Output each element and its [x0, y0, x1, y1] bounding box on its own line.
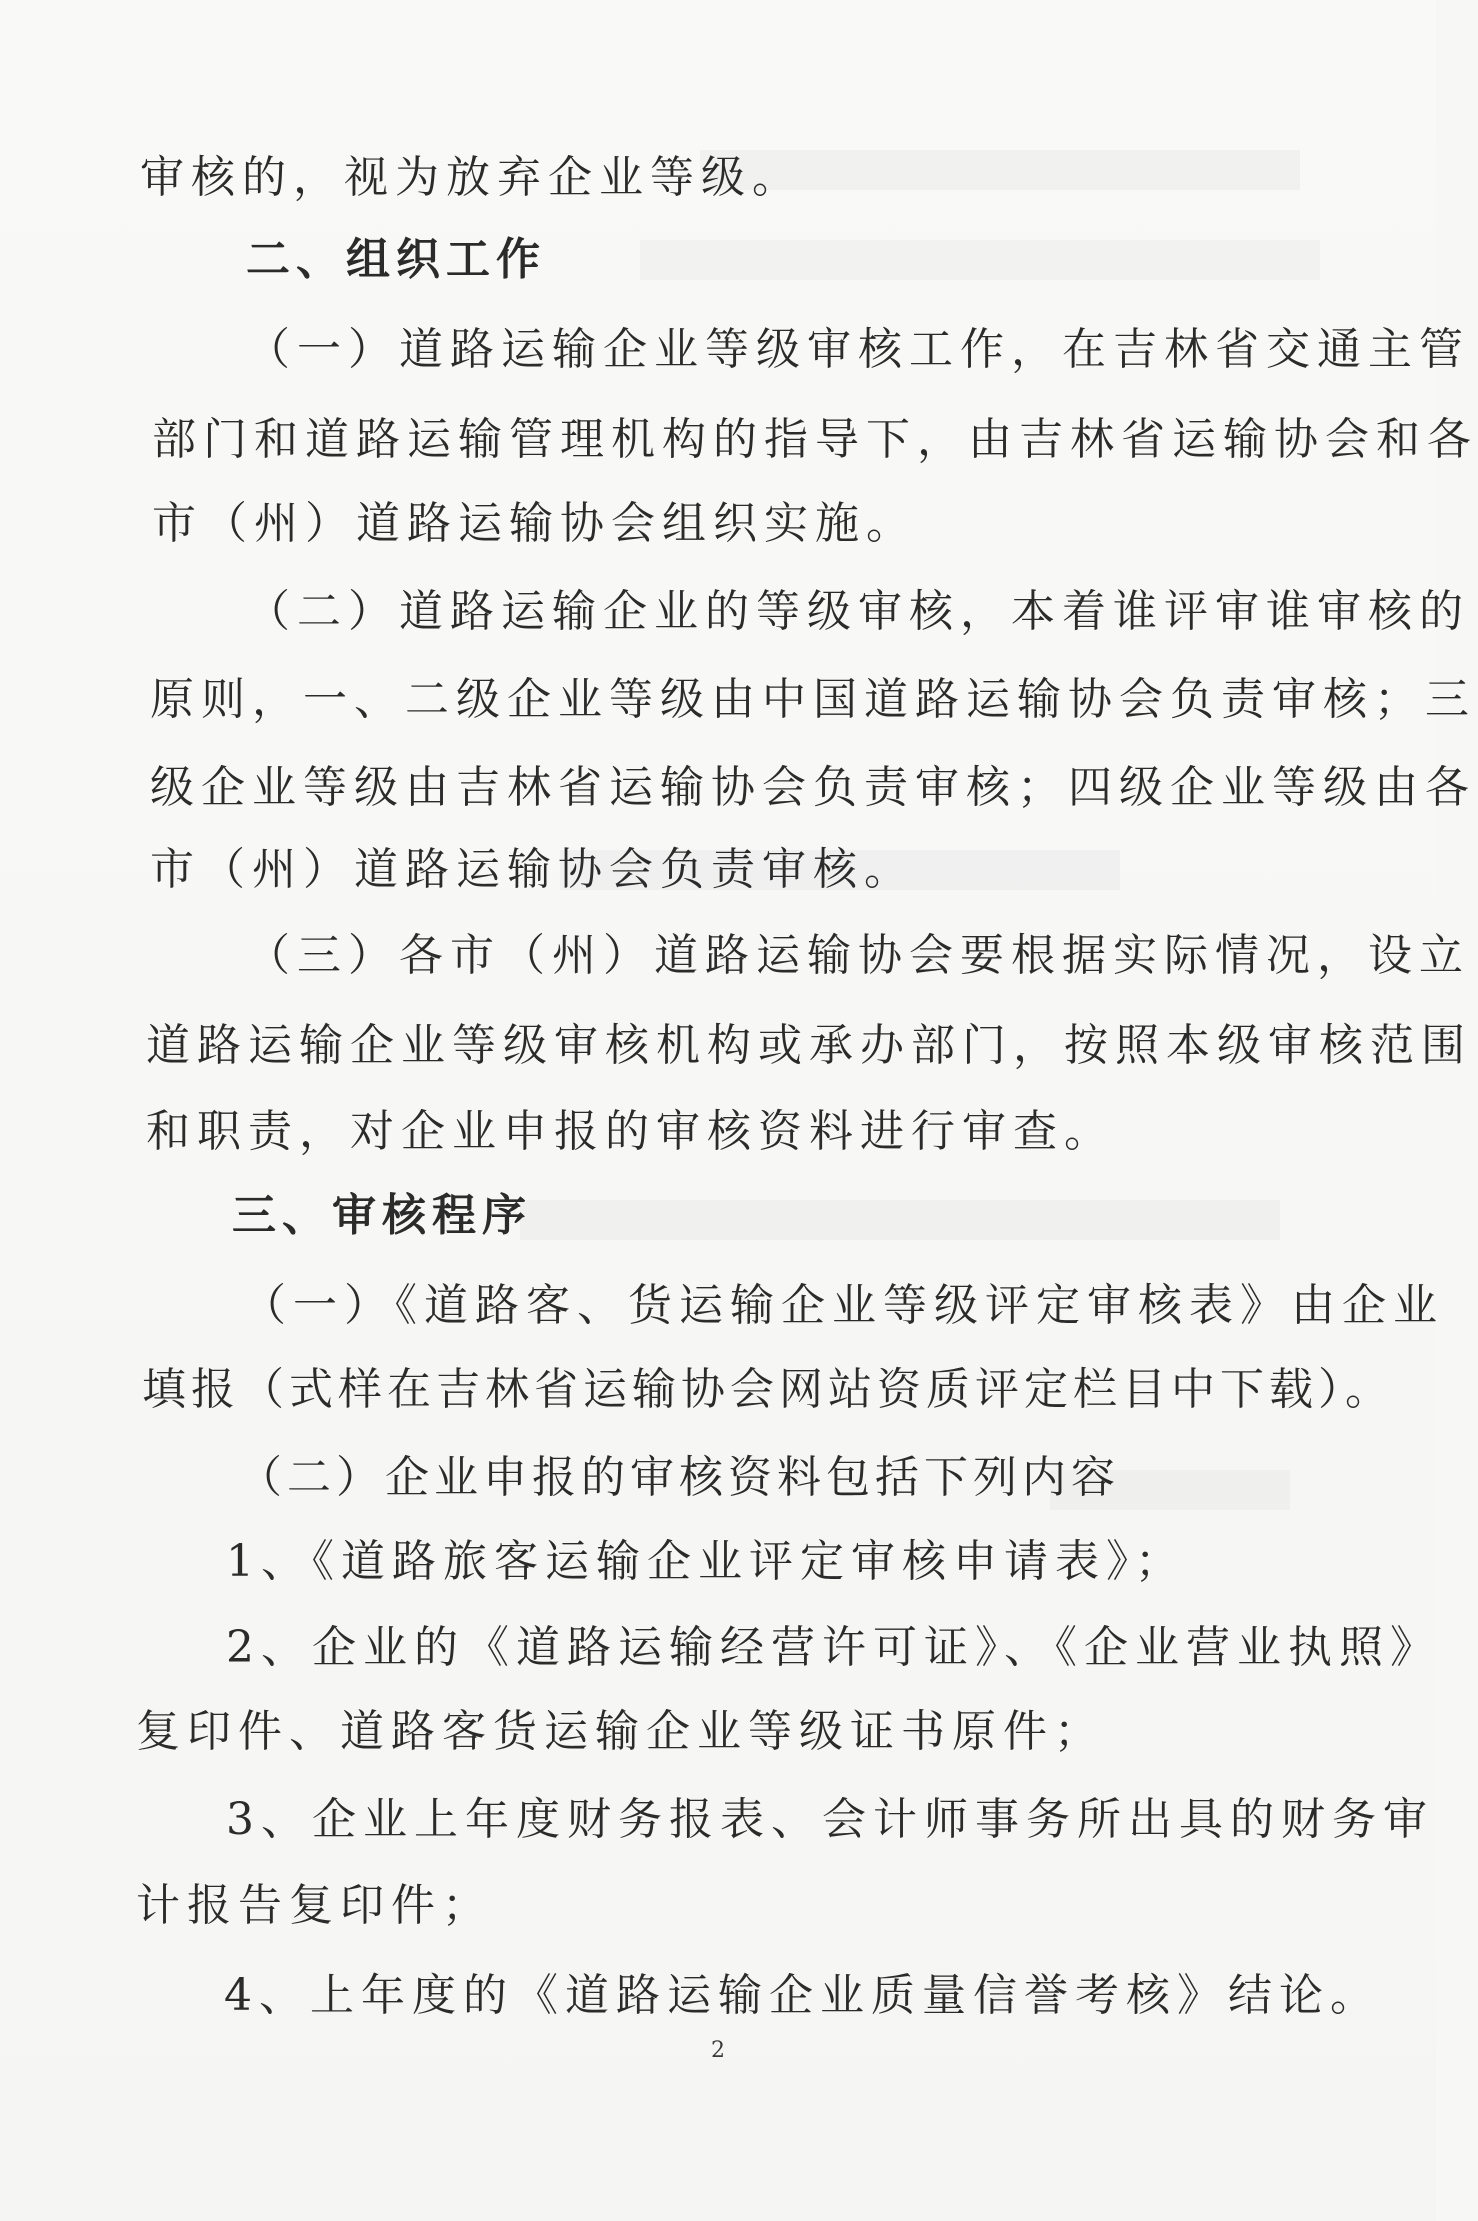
- section-heading: 三、审核程序: [232, 1190, 532, 1241]
- paragraph-line: 复印件、道路客货运输企业等级证书原件；: [136, 1706, 1105, 1757]
- paragraph-line: 级企业等级由吉林省运输协会负责审核；四级企业等级由各: [150, 762, 1476, 813]
- list-item: 1、《道路旅客运输企业评定审核申请表》；: [226, 1536, 1186, 1587]
- paragraph-line: （二）道路运输企业的等级审核，本着谁评审谁审核的: [246, 586, 1470, 637]
- paragraph-line: 和职责，对企业申报的审核资料进行审查。: [146, 1106, 1115, 1157]
- paragraph-line: 原则，一、二级企业等级由中国道路运输协会负责审核；三: [150, 674, 1476, 725]
- section-heading: 二、组织工作: [246, 234, 546, 285]
- page-number: 2: [711, 2038, 725, 2063]
- paragraph-line: （一）《道路客、货运输企业等级评定审核表》由企业: [242, 1280, 1444, 1331]
- list-item: 4、上年度的《道路运输企业质量信誉考核》结论。: [224, 1970, 1381, 2021]
- paragraph-line: 市（州）道路运输协会组织实施。: [152, 498, 917, 549]
- paragraph-line: 计报告复印件；: [136, 1880, 493, 1931]
- paragraph-line: 填报（式样在吉林省运输协会网站资质评定栏目中下载）。: [142, 1364, 1394, 1415]
- list-item: 2、企业的《道路运输经营许可证》、《企业营业执照》: [226, 1622, 1441, 1673]
- paragraph-line: 市（州）道路运输协会负责审核。: [150, 844, 915, 895]
- paragraph-line: 部门和道路运输管理机构的指导下，由吉林省运输协会和各: [152, 414, 1478, 465]
- paragraph-line: （一）道路运输企业等级审核工作，在吉林省交通主管: [246, 324, 1470, 375]
- paragraph-line: （二）企业申报的审核资料包括下列内容: [238, 1452, 1120, 1503]
- paragraph-line: （三）各市（州）道路运输协会要根据实际情况，设立: [246, 930, 1470, 981]
- paragraph-line: 道路运输企业等级审核机构或承办部门，按照本级审核范围: [146, 1020, 1472, 1071]
- list-item: 3、企业上年度财务报表、会计师事务所出具的财务审: [226, 1794, 1434, 1845]
- paragraph-line: 审核的，视为放弃企业等级。: [140, 152, 803, 203]
